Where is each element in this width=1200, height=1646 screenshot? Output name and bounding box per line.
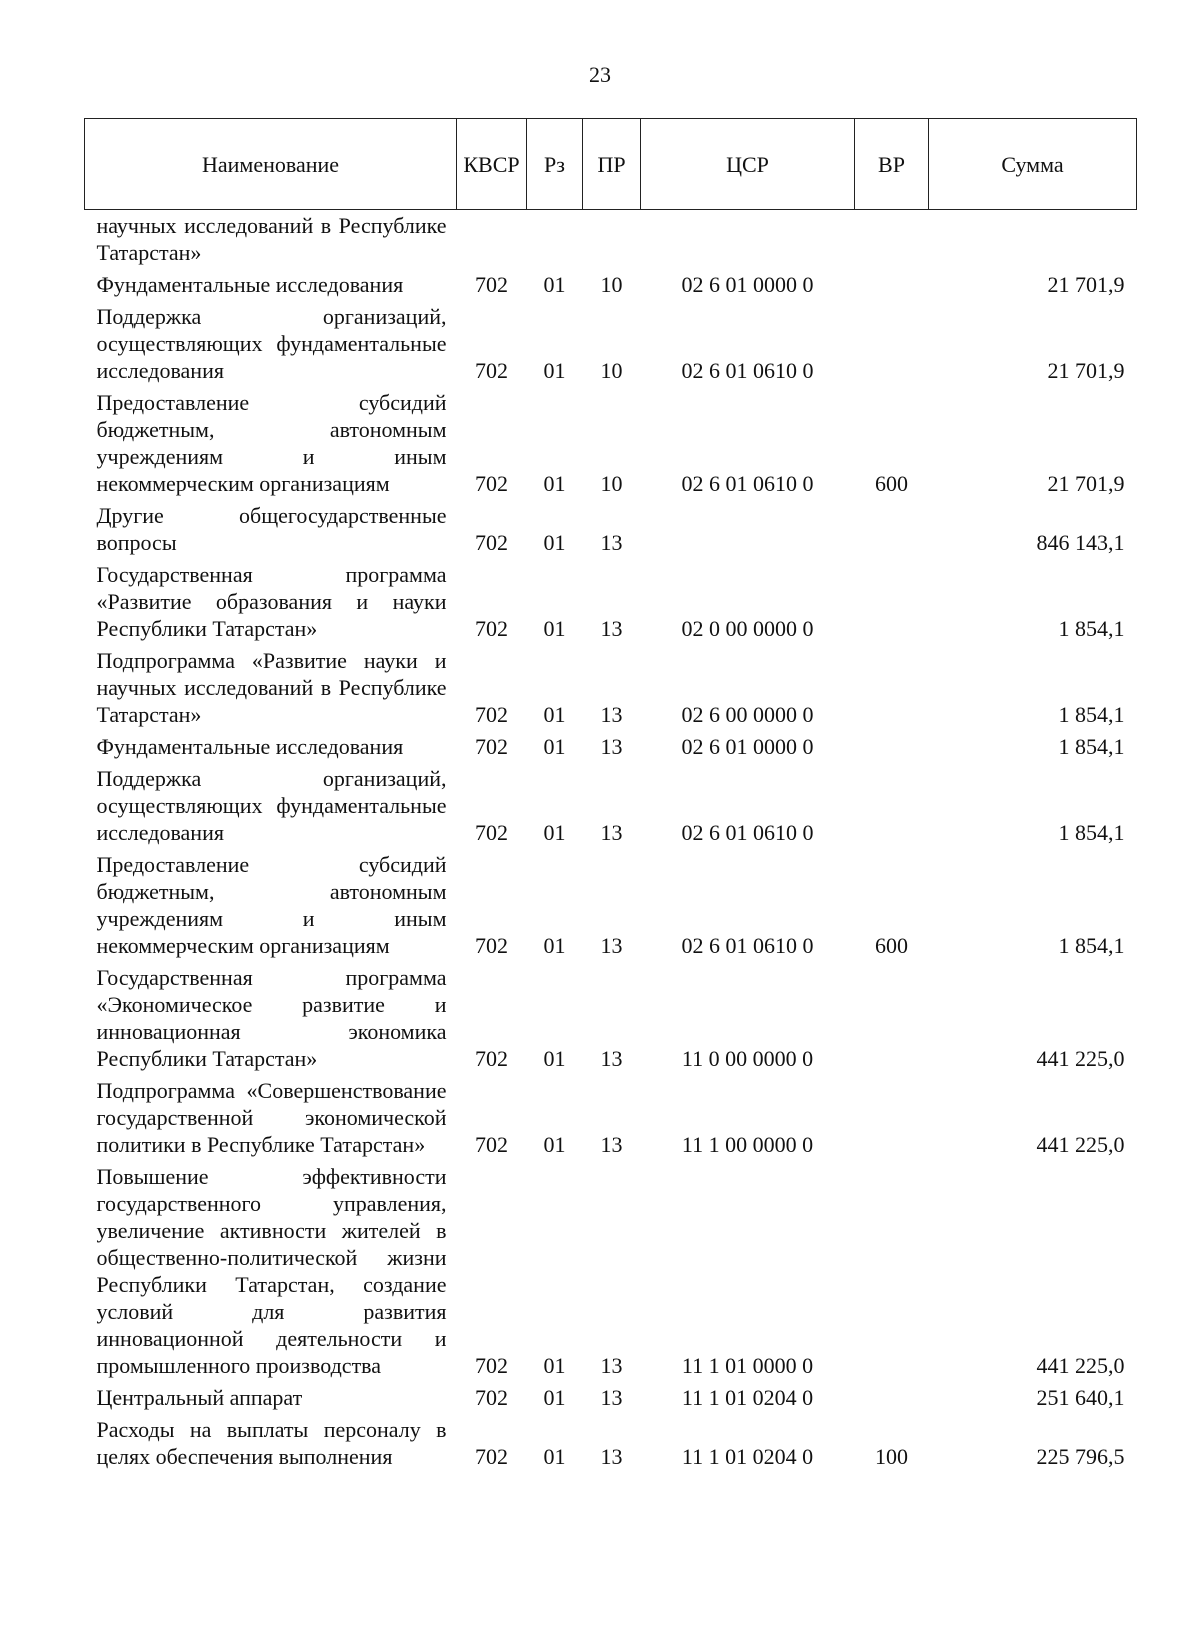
- cell-sum: [929, 210, 1137, 270]
- header-pr: ПР: [583, 119, 641, 210]
- cell-csr: 02 6 01 0610 0: [681, 820, 814, 845]
- cell-csr: [641, 500, 855, 559]
- header-csr: ЦСР: [641, 119, 855, 210]
- cell-sum: 21 701,9: [1047, 272, 1125, 297]
- cell-csr: 11 1 01 0204 0: [681, 1385, 814, 1410]
- table-row: [85, 1414, 1137, 1473]
- cell-rz: 01: [543, 1353, 566, 1378]
- cell-vr: [855, 763, 929, 849]
- cell-name: Предоставление субсидий бюджетным, автономным учреждениям и иным некоммерческим организациям: [96, 390, 447, 496]
- cell-rz: [527, 210, 583, 270]
- cell-vr: [855, 500, 929, 559]
- cell-kvsr: 702: [475, 820, 508, 845]
- cell-kvsr: 702: [475, 1046, 508, 1071]
- cell-name: Государственная программа «Экономическое развитие и инновационная экономика Республики Татарстан»: [96, 965, 447, 1071]
- cell-csr: 02 6 01 0610 0: [681, 471, 814, 496]
- cell-pr: 13: [600, 530, 623, 555]
- cell-vr: [855, 962, 929, 1075]
- cell-rz: 01: [543, 530, 566, 555]
- cell-rz: 01: [543, 820, 566, 845]
- cell-sum: 1 854,1: [1058, 734, 1125, 759]
- cell-sum: 21 701,9: [1047, 471, 1125, 496]
- table-row: [85, 962, 1137, 1075]
- cell-name: Предоставление субсидий бюджетным, автономным учреждениям и иным некоммерческим организациям: [96, 852, 447, 958]
- table-row: [85, 387, 1137, 500]
- cell-kvsr: 702: [475, 1444, 508, 1469]
- cell-rz: 01: [543, 933, 566, 958]
- cell-rz: 01: [543, 1444, 566, 1469]
- cell-pr: 13: [600, 1132, 623, 1157]
- cell-rz: 01: [543, 734, 566, 759]
- cell-vr: [855, 559, 929, 645]
- cell-kvsr: 702: [475, 1385, 508, 1410]
- cell-sum: 1 854,1: [1058, 933, 1125, 958]
- cell-csr: 11 1 01 0204 0: [681, 1444, 814, 1469]
- cell-name: Центральный аппарат: [96, 1385, 303, 1410]
- cell-kvsr: 702: [475, 616, 508, 641]
- header-name: Наименование: [85, 119, 457, 210]
- cell-kvsr: 702: [475, 1353, 508, 1378]
- cell-name: научных исследований в Республике Татарстан»: [96, 213, 447, 265]
- cell-kvsr: 702: [475, 734, 508, 759]
- cell-pr: 13: [600, 702, 623, 727]
- cell-csr: 11 1 00 0000 0: [681, 1132, 814, 1157]
- cell-csr: 02 0 00 0000 0: [681, 616, 814, 641]
- cell-sum: 1 854,1: [1058, 702, 1125, 727]
- cell-rz: 01: [543, 702, 566, 727]
- cell-pr: 13: [600, 820, 623, 845]
- budget-table: [84, 118, 1137, 1473]
- cell-vr: 600: [875, 933, 908, 958]
- cell-vr: [855, 1382, 929, 1414]
- table-row: [85, 645, 1137, 731]
- cell-kvsr: [457, 210, 527, 270]
- cell-sum: 251 640,1: [1036, 1385, 1125, 1410]
- header-sum: Сумма: [929, 119, 1137, 210]
- cell-pr: 13: [600, 1385, 623, 1410]
- cell-csr: 02 6 01 0610 0: [681, 358, 814, 383]
- cell-pr: 13: [600, 616, 623, 641]
- cell-vr: 100: [875, 1444, 908, 1469]
- cell-pr: 13: [600, 1046, 623, 1071]
- cell-sum: 441 225,0: [1036, 1132, 1125, 1157]
- table-row: [85, 559, 1137, 645]
- cell-csr: 02 6 01 0610 0: [681, 933, 814, 958]
- cell-sum: 21 701,9: [1047, 358, 1125, 383]
- cell-name: Расходы на выплаты персоналу в целях обеспечения выполнения: [96, 1417, 447, 1469]
- table-row: [85, 849, 1137, 962]
- cell-pr: 13: [600, 1444, 623, 1469]
- cell-pr: 13: [600, 933, 623, 958]
- table-row: [85, 1075, 1137, 1161]
- cell-name: Поддержка организаций, осуществляющих фундаментальные исследования: [96, 304, 447, 383]
- cell-name: Подпрограмма «Развитие науки и научных исследований в Республике Татарстан»: [96, 648, 447, 727]
- cell-vr: [855, 731, 929, 763]
- cell-kvsr: 702: [475, 358, 508, 383]
- cell-name: Фундаментальные исследования: [96, 734, 404, 759]
- cell-rz: 01: [543, 616, 566, 641]
- table-row: [85, 731, 1137, 763]
- cell-vr: [855, 210, 929, 270]
- cell-sum: 846 143,1: [1036, 530, 1125, 555]
- cell-sum: 1 854,1: [1058, 616, 1125, 641]
- cell-pr: [583, 210, 641, 270]
- cell-rz: 01: [543, 1385, 566, 1410]
- cell-pr: 13: [600, 734, 623, 759]
- cell-name: Поддержка организаций, осуществляющих фундаментальные исследования: [96, 766, 447, 845]
- cell-kvsr: 702: [475, 471, 508, 496]
- cell-sum: 1 854,1: [1058, 820, 1125, 845]
- cell-vr: [855, 269, 929, 301]
- table-row: [85, 1382, 1137, 1414]
- cell-csr: 02 6 00 0000 0: [681, 702, 814, 727]
- cell-rz: 01: [543, 1132, 566, 1157]
- table-header: [85, 119, 1137, 210]
- cell-kvsr: 702: [475, 272, 508, 297]
- cell-vr: [855, 1161, 929, 1382]
- cell-pr: 13: [600, 1353, 623, 1378]
- table-row: [85, 1161, 1137, 1382]
- cell-kvsr: 702: [475, 1132, 508, 1157]
- table-row: [85, 269, 1137, 301]
- cell-name: Фундаментальные исследования: [96, 272, 404, 297]
- cell-csr: 11 0 00 0000 0: [681, 1046, 814, 1071]
- cell-vr: 600: [875, 471, 908, 496]
- cell-rz: 01: [543, 1046, 566, 1071]
- cell-sum: 441 225,0: [1036, 1046, 1125, 1071]
- cell-csr: 02 6 01 0000 0: [681, 272, 814, 297]
- cell-name: Другие общегосударственные вопросы: [96, 503, 447, 555]
- table-row: [85, 301, 1137, 387]
- cell-sum: 441 225,0: [1036, 1353, 1125, 1378]
- table-row: [85, 763, 1137, 849]
- header-vr: ВР: [855, 119, 929, 210]
- cell-rz: 01: [543, 471, 566, 496]
- cell-vr: [855, 1075, 929, 1161]
- cell-kvsr: 702: [475, 530, 508, 555]
- cell-csr: 11 1 01 0000 0: [681, 1353, 814, 1378]
- table-body: [85, 210, 1137, 1474]
- cell-rz: 01: [543, 358, 566, 383]
- cell-pr: 10: [600, 471, 623, 496]
- header-row: [85, 119, 1137, 210]
- cell-pr: 10: [600, 358, 623, 383]
- cell-csr: [641, 210, 855, 270]
- cell-vr: [855, 301, 929, 387]
- table-row: [85, 210, 1137, 270]
- page-number: 23: [589, 62, 611, 87]
- cell-csr: 02 6 01 0000 0: [681, 734, 814, 759]
- cell-name: Государственная программа «Развитие образования и науки Республики Татарстан»: [96, 562, 447, 641]
- header-kvsr: КВСР: [457, 119, 527, 210]
- cell-rz: 01: [543, 272, 566, 297]
- cell-name: Повышение эффективности государственного управления, увеличение активности жителей в общественно-политической жизни Республики Татарстан, создание условий для развития инновационной деятельности и промышленного производства: [96, 1164, 447, 1378]
- cell-sum: 225 796,5: [1036, 1444, 1125, 1469]
- cell-kvsr: 702: [475, 933, 508, 958]
- cell-name: Подпрограмма «Совершенствование государственной экономической политики в Республике Татарстан»: [96, 1078, 447, 1157]
- cell-vr: [855, 645, 929, 731]
- cell-pr: 10: [600, 272, 623, 297]
- cell-kvsr: 702: [475, 702, 508, 727]
- table-row: [85, 500, 1137, 559]
- header-rz: Рз: [527, 119, 583, 210]
